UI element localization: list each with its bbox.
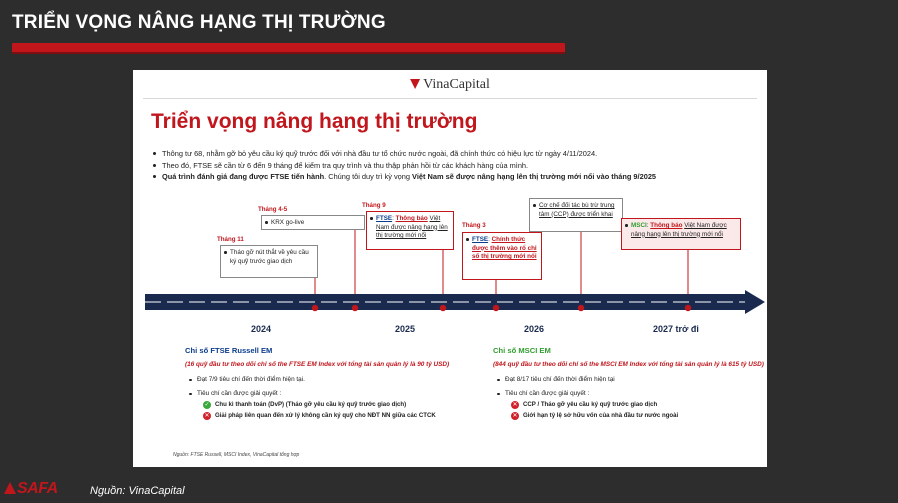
slide-title: Triển vọng nâng hạng thị trường — [151, 110, 478, 133]
box-thang-11 — [220, 245, 318, 278]
box-text: Cơ chế đối tác bù trừ trung tâm (CCP) được triển khai — [539, 202, 615, 218]
box-ccp — [529, 198, 623, 232]
msci-panel — [493, 346, 767, 420]
label-thang-3: Tháng 3 — [462, 222, 486, 229]
cross-icon: ✕ — [512, 401, 518, 408]
timeline-dot — [312, 305, 318, 311]
cross-icon: ✕ — [512, 412, 518, 419]
box-ftse-announce: FTSE: Thông báo Việt Nam được nâng hạng lên thị trường mới nổi — [366, 211, 454, 250]
box-text: Việt Nam được nâng hạng lên thị trường mới nổi — [376, 215, 448, 239]
box-ftse-official: FTSE: Chính thức được thêm vào rổ chỉ số thị trường mới nổi — [462, 232, 542, 280]
timeline-arrow — [145, 290, 765, 314]
year-2025: 2025 — [395, 324, 416, 334]
header-underline — [12, 52, 565, 54]
ftse-criterion: ✕ Giải pháp liên quan đến xử lý không cần ký quỹ cho NĐT NN giữa các CTCK — [204, 411, 436, 419]
ftse-title: Chỉ số FTSE Russell EM — [185, 346, 273, 355]
ftse-label: FTSE — [376, 215, 393, 222]
label-thang-4-5: Tháng 4-5 — [258, 206, 288, 213]
timeline-dot — [493, 305, 499, 311]
ftse-label: FTSE — [472, 236, 489, 243]
safa-logo: SAFA — [4, 480, 58, 498]
year-2027: 2027 trở đi — [653, 324, 699, 334]
label-thang-9: Tháng 9 — [362, 202, 386, 209]
msci-criterion: ✕ Giới hạn tỷ lệ sở hữu vốn của nhà đầu tư nước ngoài — [512, 411, 679, 419]
box-krx — [261, 215, 365, 230]
bullet-bold: Việt Nam sẽ được nâng hạng lên thị trường mới nổi vào tháng 9/2025 — [412, 172, 657, 181]
bullet-item: Theo đó, FTSE sẽ cần từ 6 đến 9 tháng để kiểm tra quy trình và thu thập phản hồi từ các khách hàng của mình. — [153, 160, 753, 172]
msci-criteria-label: Tiêu chí cần được giải quyết : — [493, 390, 767, 398]
bullet-item: Thông tư 68, nhằm gỡ bỏ yêu cầu ký quỹ trước đối với nhà đầu tư tổ chức nước ngoài, đã chính thức có hiệu lực từ ngày 4/11/2024. — [153, 148, 753, 160]
safa-logo-icon — [4, 482, 16, 494]
ftse-progress: Đạt 7/9 tiêu chí đến thời điểm hiện tại. — [185, 376, 475, 384]
check-icon: ✓ — [204, 401, 210, 408]
msci-label: MSCI — [631, 222, 647, 229]
ftse-criteria-label: Tiêu chí cần được giải quyết : — [185, 390, 475, 398]
header-title: TRIỂN VỌNG NÂNG HẠNG THỊ TRƯỜNG — [12, 12, 386, 33]
year-2024: 2024 — [251, 324, 272, 334]
brand-name: VinaCapital — [423, 77, 490, 92]
announce-label: Thông báo — [650, 222, 683, 229]
bullet-bold: Quá trình đánh giá đang được FTSE tiến hành — [162, 172, 325, 181]
box-text: Việt Nam được nâng hạng lên thị trường mới nổi — [631, 222, 727, 238]
bullet-text: . Chúng tôi duy trì kỳ vọng — [324, 172, 413, 181]
slide-source-note: Nguồn: FTSE Russell, MSCI Index, VinaCapital tổng hợp — [173, 452, 300, 458]
year-2026: 2026 — [524, 324, 545, 334]
timeline-dot — [685, 305, 691, 311]
timeline-dot — [578, 305, 584, 311]
msci-progress: Đạt 8/17 tiêu chí đến thời điểm hiện tại — [493, 376, 767, 384]
ftse-note: (16 quỹ đầu tư theo dõi chỉ số the FTSE EM Index với tổng tài sản quản lý là 90 tỷ USD) — [185, 361, 450, 368]
box-text: Chính thức được thêm vào rổ chỉ số thị trường mới nổi — [472, 236, 537, 260]
announce-label: Thông báo — [395, 215, 428, 222]
ftse-criterion: ✓ Chu kì thanh toán (DvP) (Tháo gỡ yêu cầu ký quỹ trước giao dịch) — [204, 400, 407, 408]
footer-source: Nguồn: VinaCapital — [90, 485, 185, 497]
ftse-panel — [185, 346, 475, 420]
msci-title: Chỉ số MSCI EM — [493, 346, 551, 355]
box-text: Tháo gỡ nút thắt về yêu cầu ký quỹ trước giao dịch — [230, 249, 309, 265]
timeline-dot — [440, 305, 446, 311]
msci-note: (844 quỹ đầu tư theo dõi chỉ số the MSCI EM Index với tổng tài sản quản lý là 615 tỷ USD) — [493, 361, 764, 368]
slide — [133, 70, 767, 467]
timeline-dot — [352, 305, 358, 311]
label-thang-11: Tháng 11 — [217, 236, 244, 243]
box-text: KRX go-live — [271, 219, 305, 226]
box-msci-announce: MSCI: Thông báo Việt Nam được nâng hạng lên thị trường mới nổi — [621, 218, 741, 250]
cross-icon: ✕ — [204, 412, 210, 419]
msci-criterion: ✕ CCP / Tháo gỡ yêu cầu ký quỹ trước giao dịch — [512, 400, 658, 408]
